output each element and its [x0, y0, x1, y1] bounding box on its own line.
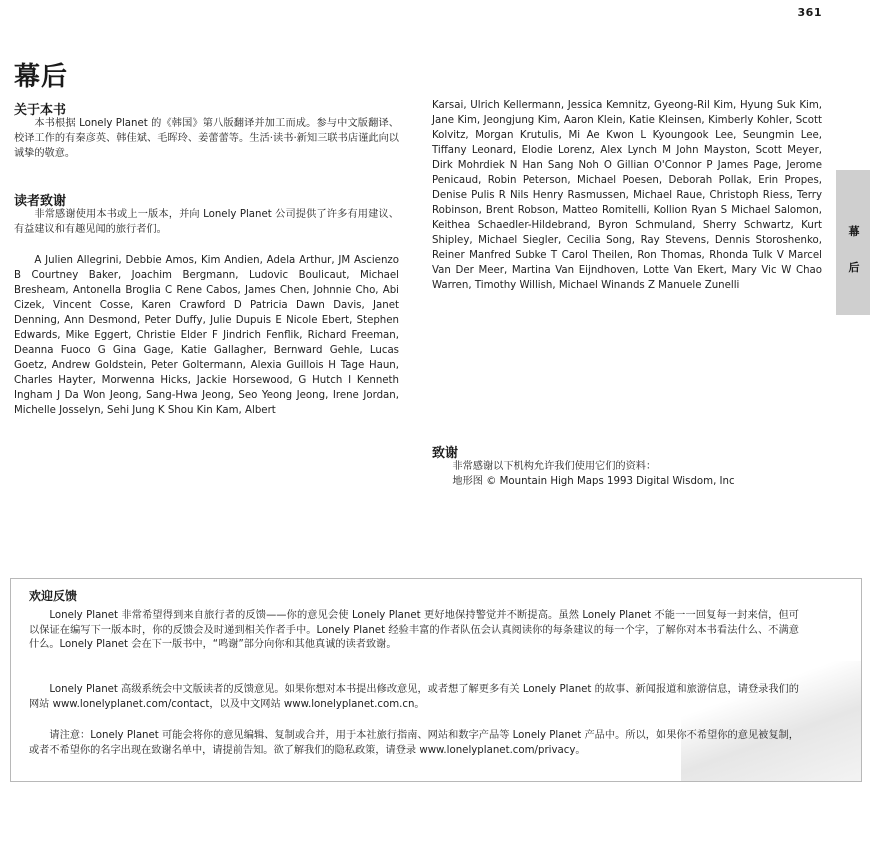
- side-tab-char-1: 幕: [848, 225, 860, 238]
- reader-thanks-intro: 非常感谢使用本书或上一版本，并向 Lonely Planet 公司提供了许多有用建议、有益建议和有趣见闻的旅行者们。: [14, 209, 399, 235]
- feedback-paragraph-1: Lonely Planet 非常希望得到来自旅行者的反馈——你的意见会使 Lonely Planet 更好地保持警觉并不断提高。虽然 Lonely Planet 不能一一回复每一封来信，但可以保证在编写下一版本时，你的反馈会及时递到相关作者手中。Lonely Planet 经验丰富的作者队伍会认真阅读你的每条建议的每一个字，了解你对本书看法什么、不满意什么。Lonely Planet 会在下一版书中，“鸣谢”部分向你和其他真诚的读者致谢。: [29, 610, 799, 651]
- acknowledgements-heading: 致谢: [432, 446, 459, 461]
- feedback-decoration: [681, 661, 861, 781]
- page-title: 幕后: [14, 62, 69, 92]
- feedback-paragraph-3: 请注意：Lonely Planet 可能会将你的意见编辑、复制或合并，用于本社旅行指南、网站和数字产品等 Lonely Planet 产品中。所以，如果你不希望你的意见被复制，或者不希望你的名字出现在致谢名单中，请提前告知。欲了解我们的隐私政策，请登录 www.lonelyplanet.com/privacy。: [29, 730, 799, 756]
- about-book-heading: 关于本书: [14, 103, 67, 118]
- feedback-box: [10, 578, 862, 782]
- acknowledgements-body: 非常感谢以下机构允许我们使用它们的资料：: [452, 461, 657, 472]
- reader-names-column-2: Karsai, Ulrich Kellermann, Jessica Kemnitz, Gyeong-Ril Kim, Hyung Suk Kim, Jane Kim, Jeongjung Kim, Aaron Klein, Katie Kleinsen, Kimberly Kohler, Scott Kolvitz, Morgan Krutulis, Mi Ae Kwon L Kyoungook Lee, Seungmin Lee, Tiffany Leonard, Elodie Lorenz, Alex Lynch M John Mayston, Scott Meyer, Dirk Mohrdiek N Han Sang Noh O Gillian O'Connor P James Page, Jerome Penicaud, Robin Peterson, Michael Poesen, Deborah Pollak, Erin Propes, Denise Pulis R Nils Henry Rasmussen, Michael Raue, Christoph Riess, Terry Robinson, Brent Robson, Matteo Romitelli, Kollion Ryan S Michael Salomon, Keithea Schaedler-Hildebrand, Byron Schmuland, Sherry Schwartz, Kurt Shipley, Michael Siegler, Cecilia Song, Ray Stevens, Dennis Storoshenko, Reiner Manfred Subke T Carol Theilen, Ron Thomas, Rhonda Tulk V Marcel Van Der Meer, Martina Van Eijndhoven, Lotte Van Ekert, Mary Vic W Chao Warren, Timothy Willish, Michael Winands Z Manuele Zunelli: [432, 100, 822, 291]
- acknowledgements-body-2: 地形图 © Mountain High Maps 1993 Digital Wisdom, Inc: [452, 476, 735, 487]
- side-tab-char-2: 后: [848, 261, 860, 274]
- reader-names-column-1: A Julien Allegrini, Debbie Amos, Kim Andien, Adela Arthur, JM Ascienzo B Courtney Baker, Joachim Bergmann, Ludovic Boulicaut, Michael Bresheam, Antonella Broglia C Rene Cabos, James Chen, Johnnie Cho, Abi Cizek, Vincent Cosse, Karen Crawford D Patricia Dawn Davis, Janet Denning, Ann Desmond, Peter Duffy, Julie Dupuis E Nicole Ebert, Stephen Edwards, Mike Eggert, Christie Elder F Jindrich Fenflik, Richard Freeman, Deanna Fuoco G Gina Gage, Katie Gallagher, Bernward Gehle, Lucas Goetz, Andrew Goldstein, Peter Goltermann, Alexia Guillois H Tage Haun, Charles Hayter, Morwenna Hicks, Jackie Horsewood, G Hutch I Kenneth Ingham J Da Won Jeong, Sang-Hwa Jeong, Seo Yeong Jeong, Irene Jordan, Michelle Josselyn, Sehi Jung K Shou Kin Kam, Albert: [14, 255, 399, 416]
- feedback-paragraph-2: Lonely Planet 高级系统会中文版读者的反馈意见。如果你想对本书提出修改意见，或者想了解更多有关 Lonely Planet 的故事、新闻报道和旅游信息，请登录我们的网站 www.lonelyplanet.com/contact，以及中文网站 www.lonelyplanet.com.cn。: [29, 684, 799, 710]
- page-number: 361: [797, 6, 822, 19]
- feedback-title: 欢迎反馈: [29, 589, 78, 603]
- side-tab-label: [847, 214, 861, 286]
- reader-thanks-heading: 读者致谢: [14, 194, 67, 209]
- about-book-body: 本书根据 Lonely Planet 的《韩国》第八版翻译并加工而成。参与中文版翻译、校译工作的有秦彦英、韩佳斌、毛晖玲、姜蕾蕾等。生活·读书·新知三联书店谨此向以诚挚的敬意。: [14, 118, 399, 159]
